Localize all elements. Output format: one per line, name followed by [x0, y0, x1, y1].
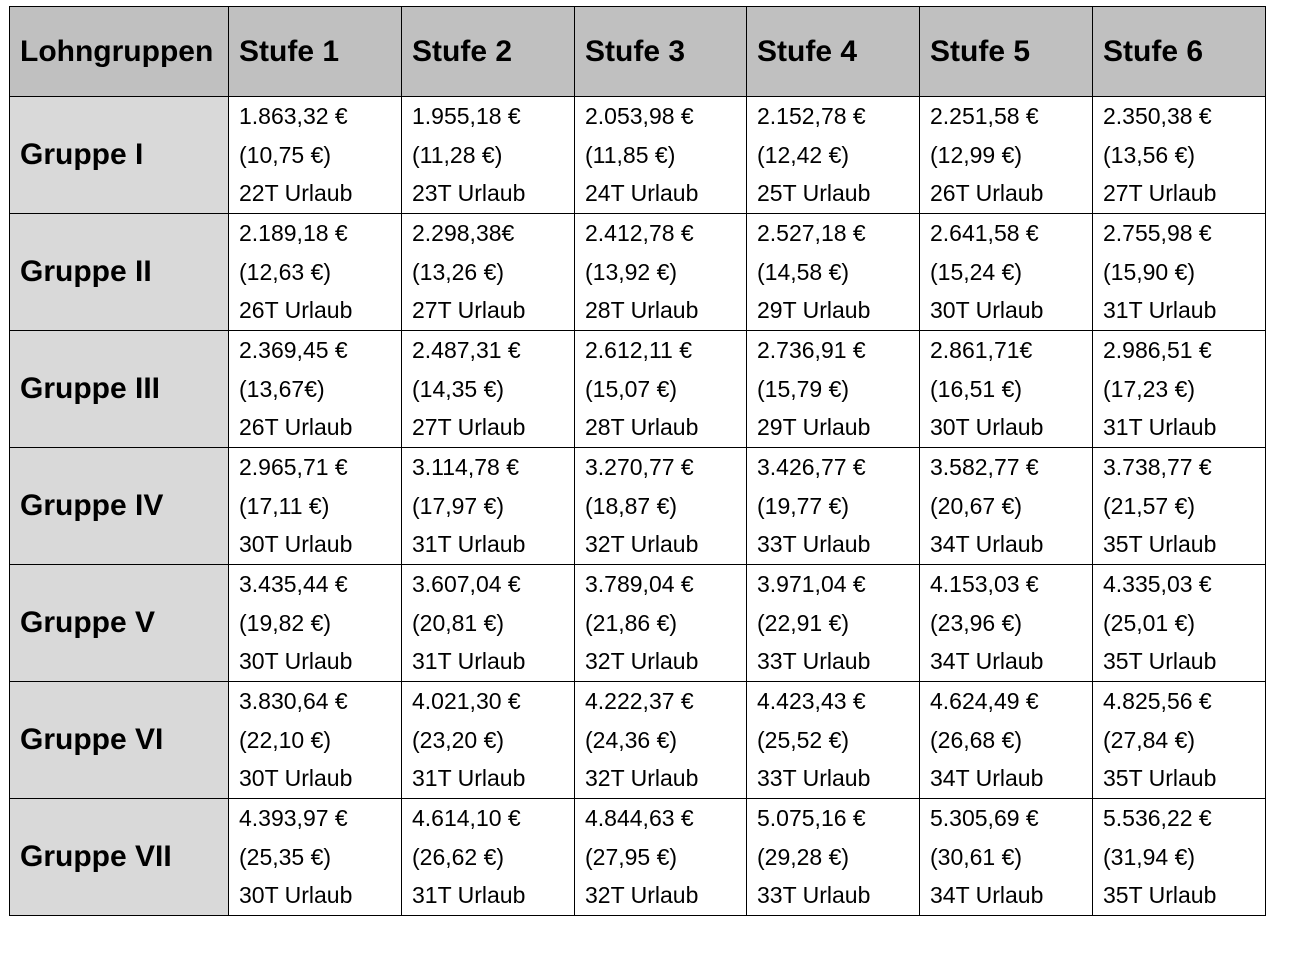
- monthly-wage: 2.487,31 €: [412, 337, 521, 364]
- vacation-days: 32T Urlaub: [585, 765, 699, 792]
- monthly-wage: 2.369,45 €: [239, 337, 348, 364]
- hourly-wage: (15,90 €): [1103, 258, 1196, 285]
- vacation-days: 34T Urlaub: [930, 531, 1044, 558]
- hourly-wage: (21,57 €): [1103, 492, 1196, 519]
- vacation-days: 30T Urlaub: [239, 648, 353, 675]
- wage-cell: [575, 448, 747, 565]
- table-row: [10, 682, 1266, 799]
- hourly-wage: (13,92 €): [585, 258, 678, 285]
- row-header-group: Gruppe I: [10, 97, 229, 214]
- wage-cell: [920, 97, 1093, 214]
- hourly-wage: (20,67 €): [930, 492, 1023, 519]
- header-stufe: Stufe 6: [1093, 7, 1266, 97]
- monthly-wage: 3.426,77 €: [757, 454, 866, 481]
- monthly-wage: 5.536,22 €: [1103, 805, 1212, 832]
- vacation-days: 31T Urlaub: [412, 531, 526, 558]
- monthly-wage: 3.607,04 €: [412, 571, 521, 598]
- vacation-days: 35T Urlaub: [1103, 765, 1217, 792]
- vacation-days: 27T Urlaub: [412, 297, 526, 324]
- wage-cell: [402, 565, 575, 682]
- wage-cell: [229, 97, 402, 214]
- monthly-wage: 3.270,77 €: [585, 454, 694, 481]
- hourly-wage: (17,11 €): [239, 492, 330, 519]
- hourly-wage: (15,07 €): [585, 375, 678, 402]
- monthly-wage: 3.582,77 €: [930, 454, 1039, 481]
- vacation-days: 31T Urlaub: [412, 648, 526, 675]
- hourly-wage: (16,51 €): [930, 375, 1023, 402]
- vacation-days: 26T Urlaub: [239, 414, 353, 441]
- monthly-wage: 4.614,10 €: [412, 805, 521, 832]
- vacation-days: 32T Urlaub: [585, 648, 699, 675]
- wage-cell: [229, 448, 402, 565]
- wage-cell: [229, 331, 402, 448]
- header-stufe: Stufe 2: [402, 7, 575, 97]
- hourly-wage: (27,95 €): [585, 843, 678, 870]
- vacation-days: 32T Urlaub: [585, 531, 699, 558]
- vacation-days: 31T Urlaub: [1103, 414, 1217, 441]
- hourly-wage: (20,81 €): [412, 609, 505, 636]
- vacation-days: 29T Urlaub: [757, 414, 871, 441]
- wage-cell: [229, 214, 402, 331]
- hourly-wage: (17,23 €): [1103, 375, 1196, 402]
- vacation-days: 31T Urlaub: [1103, 297, 1217, 324]
- hourly-wage: (22,91 €): [757, 609, 850, 636]
- wage-cell: [747, 799, 920, 916]
- hourly-wage: (29,28 €): [757, 843, 850, 870]
- monthly-wage: 2.861,71€: [930, 337, 1033, 364]
- wage-cell: [402, 799, 575, 916]
- hourly-wage: (25,35 €): [239, 843, 332, 870]
- vacation-days: 35T Urlaub: [1103, 531, 1217, 558]
- vacation-days: 34T Urlaub: [930, 882, 1044, 909]
- vacation-days: 27T Urlaub: [412, 414, 526, 441]
- monthly-wage: 4.423,43 €: [757, 688, 866, 715]
- hourly-wage: (31,94 €): [1103, 843, 1196, 870]
- hourly-wage: (19,77 €): [757, 492, 850, 519]
- wage-cell: [747, 97, 920, 214]
- row-header-group: Gruppe IV: [10, 448, 229, 565]
- hourly-wage: (23,20 €): [412, 726, 505, 753]
- vacation-days: 30T Urlaub: [239, 765, 353, 792]
- vacation-days: 33T Urlaub: [757, 648, 871, 675]
- monthly-wage: 2.350,38 €: [1103, 103, 1212, 130]
- row-header-group: Gruppe VII: [10, 799, 229, 916]
- vacation-days: 28T Urlaub: [585, 414, 699, 441]
- monthly-wage: 2.053,98 €: [585, 103, 694, 130]
- monthly-wage: 4.222,37 €: [585, 688, 694, 715]
- vacation-days: 22T Urlaub: [239, 180, 353, 207]
- vacation-days: 30T Urlaub: [239, 531, 353, 558]
- monthly-wage: 2.755,98 €: [1103, 220, 1212, 247]
- table-row: [10, 97, 1266, 214]
- hourly-wage: (21,86 €): [585, 609, 678, 636]
- wage-cell: [1093, 331, 1266, 448]
- wage-cell: [1093, 799, 1266, 916]
- header-stufe: Stufe 3: [575, 7, 747, 97]
- hourly-wage: (12,99 €): [930, 141, 1023, 168]
- monthly-wage: 2.412,78 €: [585, 220, 694, 247]
- monthly-wage: 2.736,91 €: [757, 337, 866, 364]
- header-stufe: Stufe 1: [229, 7, 402, 97]
- wage-cell: [402, 214, 575, 331]
- hourly-wage: (12,63 €): [239, 258, 332, 285]
- wage-cell: [920, 565, 1093, 682]
- monthly-wage: 4.393,97 €: [239, 805, 348, 832]
- wage-cell: [747, 331, 920, 448]
- vacation-days: 25T Urlaub: [757, 180, 871, 207]
- monthly-wage: 3.971,04 €: [757, 571, 866, 598]
- monthly-wage: 2.641,58 €: [930, 220, 1039, 247]
- row-header-group: Gruppe VI: [10, 682, 229, 799]
- wage-table: [9, 6, 1266, 916]
- monthly-wage: 4.021,30 €: [412, 688, 521, 715]
- wage-cell: [575, 799, 747, 916]
- hourly-wage: (14,58 €): [757, 258, 850, 285]
- vacation-days: 33T Urlaub: [757, 765, 871, 792]
- monthly-wage: 1.955,18 €: [412, 103, 521, 130]
- monthly-wage: 2.298,38€: [412, 220, 515, 247]
- wage-cell: [575, 565, 747, 682]
- monthly-wage: 2.612,11 €: [585, 337, 693, 364]
- hourly-wage: (13,56 €): [1103, 141, 1196, 168]
- wage-cell: [229, 799, 402, 916]
- hourly-wage: (13,67€): [239, 375, 325, 402]
- wage-cell: [575, 331, 747, 448]
- wage-cell: [747, 682, 920, 799]
- table-row: [10, 331, 1266, 448]
- vacation-days: 30T Urlaub: [239, 882, 353, 909]
- hourly-wage: (11,28 €): [412, 141, 503, 168]
- vacation-days: 24T Urlaub: [585, 180, 699, 207]
- vacation-days: 30T Urlaub: [930, 297, 1044, 324]
- wage-cell: [1093, 565, 1266, 682]
- vacation-days: 30T Urlaub: [930, 414, 1044, 441]
- monthly-wage: 4.825,56 €: [1103, 688, 1212, 715]
- hourly-wage: (26,68 €): [930, 726, 1023, 753]
- hourly-wage: (23,96 €): [930, 609, 1023, 636]
- vacation-days: 26T Urlaub: [239, 297, 353, 324]
- monthly-wage: 5.305,69 €: [930, 805, 1039, 832]
- table-row: [10, 799, 1266, 916]
- monthly-wage: 4.335,03 €: [1103, 571, 1212, 598]
- monthly-wage: 1.863,32 €: [239, 103, 348, 130]
- hourly-wage: (22,10 €): [239, 726, 332, 753]
- row-header-group: Gruppe III: [10, 331, 229, 448]
- wage-cell: [1093, 97, 1266, 214]
- hourly-wage: (14,35 €): [412, 375, 505, 402]
- hourly-wage: (11,85 €): [585, 141, 676, 168]
- vacation-days: 29T Urlaub: [757, 297, 871, 324]
- monthly-wage: 2.189,18 €: [239, 220, 348, 247]
- vacation-days: 31T Urlaub: [412, 765, 526, 792]
- table-header: [10, 7, 1266, 97]
- wage-cell: [575, 97, 747, 214]
- vacation-days: 31T Urlaub: [412, 882, 526, 909]
- wage-cell: [920, 214, 1093, 331]
- table-row: [10, 565, 1266, 682]
- hourly-wage: (19,82 €): [239, 609, 332, 636]
- vacation-days: 26T Urlaub: [930, 180, 1044, 207]
- wage-cell: [402, 97, 575, 214]
- wage-cell: [920, 799, 1093, 916]
- vacation-days: 35T Urlaub: [1103, 882, 1217, 909]
- table-body: [10, 97, 1266, 916]
- vacation-days: 33T Urlaub: [757, 531, 871, 558]
- monthly-wage: 4.624,49 €: [930, 688, 1039, 715]
- hourly-wage: (25,01 €): [1103, 609, 1196, 636]
- monthly-wage: 4.844,63 €: [585, 805, 694, 832]
- wage-cell: [920, 331, 1093, 448]
- vacation-days: 32T Urlaub: [585, 882, 699, 909]
- hourly-wage: (17,97 €): [412, 492, 505, 519]
- table-row: [10, 448, 1266, 565]
- hourly-wage: (13,26 €): [412, 258, 505, 285]
- hourly-wage: (30,61 €): [930, 843, 1023, 870]
- monthly-wage: 2.251,58 €: [930, 103, 1039, 130]
- wage-cell: [920, 448, 1093, 565]
- hourly-wage: (27,84 €): [1103, 726, 1196, 753]
- wage-cell: [747, 565, 920, 682]
- hourly-wage: (15,24 €): [930, 258, 1023, 285]
- monthly-wage: 2.965,71 €: [239, 454, 348, 481]
- wage-cell: [575, 214, 747, 331]
- wage-cell: [402, 682, 575, 799]
- wage-cell: [229, 682, 402, 799]
- header-lohngruppen: Lohngruppen: [10, 7, 229, 97]
- wage-cell: [402, 448, 575, 565]
- vacation-days: 35T Urlaub: [1103, 648, 1217, 675]
- header-stufe: Stufe 4: [747, 7, 920, 97]
- wage-cell: [1093, 682, 1266, 799]
- monthly-wage: 3.789,04 €: [585, 571, 694, 598]
- wage-cell: [1093, 448, 1266, 565]
- monthly-wage: 3.738,77 €: [1103, 454, 1212, 481]
- row-header-group: Gruppe V: [10, 565, 229, 682]
- wage-cell: [402, 331, 575, 448]
- wage-cell: [747, 214, 920, 331]
- hourly-wage: (10,75 €): [239, 141, 332, 168]
- wage-cell: [1093, 214, 1266, 331]
- monthly-wage: 2.527,18 €: [757, 220, 866, 247]
- vacation-days: 33T Urlaub: [757, 882, 871, 909]
- monthly-wage: 2.152,78 €: [757, 103, 866, 130]
- vacation-days: 23T Urlaub: [412, 180, 526, 207]
- monthly-wage: 3.114,78 €: [412, 454, 520, 481]
- header-stufe: Stufe 5: [920, 7, 1093, 97]
- hourly-wage: (24,36 €): [585, 726, 678, 753]
- monthly-wage: 5.075,16 €: [757, 805, 866, 832]
- header-row: [10, 7, 1266, 97]
- vacation-days: 27T Urlaub: [1103, 180, 1217, 207]
- hourly-wage: (15,79 €): [757, 375, 850, 402]
- monthly-wage: 2.986,51 €: [1103, 337, 1212, 364]
- row-header-group: Gruppe II: [10, 214, 229, 331]
- monthly-wage: 3.435,44 €: [239, 571, 348, 598]
- vacation-days: 28T Urlaub: [585, 297, 699, 324]
- table-row: [10, 214, 1266, 331]
- wage-cell: [229, 565, 402, 682]
- hourly-wage: (26,62 €): [412, 843, 505, 870]
- vacation-days: 34T Urlaub: [930, 765, 1044, 792]
- monthly-wage: 3.830,64 €: [239, 688, 348, 715]
- hourly-wage: (12,42 €): [757, 141, 850, 168]
- wage-cell: [575, 682, 747, 799]
- wage-cell: [920, 682, 1093, 799]
- hourly-wage: (25,52 €): [757, 726, 850, 753]
- hourly-wage: (18,87 €): [585, 492, 678, 519]
- vacation-days: 34T Urlaub: [930, 648, 1044, 675]
- monthly-wage: 4.153,03 €: [930, 571, 1039, 598]
- wage-cell: [747, 448, 920, 565]
